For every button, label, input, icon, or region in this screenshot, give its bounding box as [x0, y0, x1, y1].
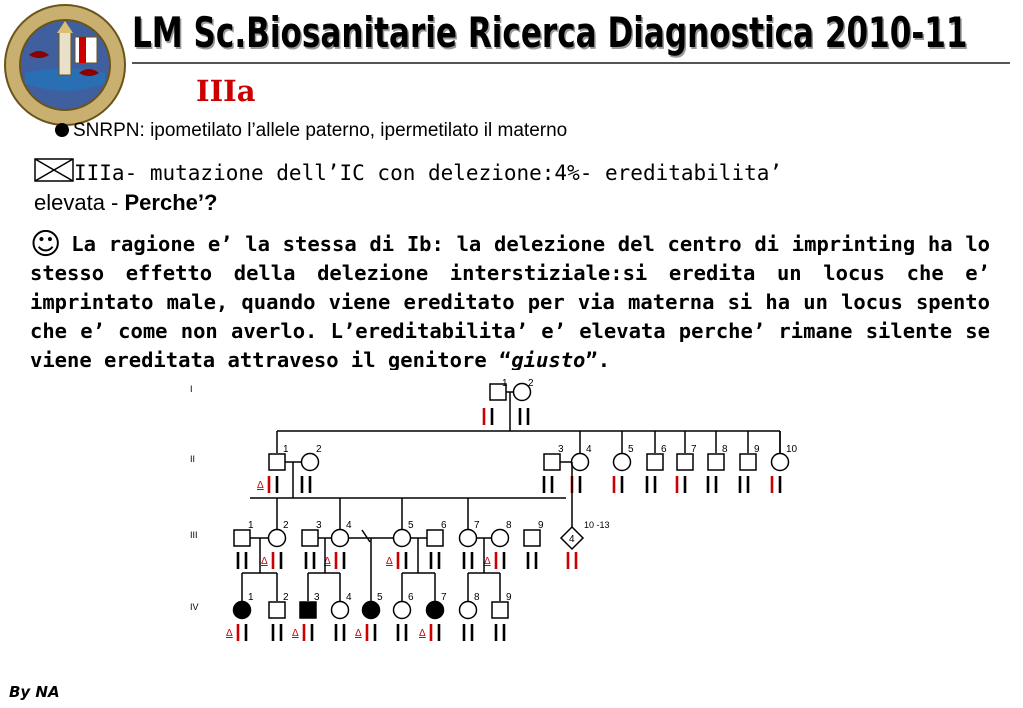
male-symbol-II-1	[269, 454, 285, 470]
individual-number: 9	[506, 592, 512, 603]
individual-number: 9	[754, 444, 760, 455]
female-symbol-IV-5	[363, 602, 380, 619]
individual-number: 4	[346, 592, 352, 603]
individual-number: 4	[586, 444, 592, 455]
individual-number: 2	[528, 378, 534, 389]
explanation-italic: giusto	[511, 348, 586, 370]
female-symbol-III-5	[394, 530, 411, 547]
male-symbol-II-8	[708, 454, 724, 470]
male-symbol-IV-2	[269, 602, 285, 618]
female-symbol-IV-8	[460, 602, 477, 619]
female-symbol-II-2	[302, 454, 319, 471]
individual-number: 3	[314, 592, 320, 603]
individual-number: 7	[691, 444, 697, 455]
bullet-iiia-question: Perche’?	[124, 190, 218, 215]
male-symbol-II-7	[677, 454, 693, 470]
female-symbol-III-2	[269, 530, 286, 547]
bullet-snrpn	[55, 120, 567, 142]
generation-label-I: I	[190, 384, 193, 394]
individual-number: 3	[316, 520, 322, 531]
female-symbol-II-4	[572, 454, 589, 471]
female-symbol-II-10	[772, 454, 789, 471]
individual-number: 10	[786, 444, 798, 455]
female-symbol-IV-7	[427, 602, 444, 619]
generation-label-II: II	[190, 454, 196, 464]
author-credit: By NA	[9, 683, 60, 701]
explanation-end: ”.	[585, 348, 611, 370]
male-symbol-III-3	[302, 530, 318, 546]
male-symbol-IV-9	[492, 602, 508, 618]
male-symbol-II-6	[647, 454, 663, 470]
slide-subtitle: IIIa	[196, 74, 256, 108]
female-symbol-IV-1	[234, 602, 251, 619]
individual-number: 1	[248, 592, 254, 603]
generation-label-IV: IV	[190, 602, 199, 612]
male-symbol-II-3	[544, 454, 560, 470]
deletion-mark: Δ	[324, 556, 331, 567]
smiley-icon: ☺	[30, 230, 62, 262]
individual-number: 1	[502, 378, 508, 389]
explanation-paragraph	[30, 230, 990, 370]
explanation-text: La ragione e’ la stessa di Ib: la delezione del centro di imprinting ha lo stesso effetto della delezione interstiziale:si eredita un locus che e’ imprintato male, quando viene ereditato per via materna si ha un locus spento che e’ come non averlo. L’ereditabilita’ e’ elevata perche’ rimane silente se viene ereditata attraveso il genitore “	[30, 232, 990, 370]
individual-number: 5	[628, 444, 634, 455]
female-symbol-III-8	[492, 530, 509, 547]
individual-number: 1	[283, 444, 289, 455]
deletion-mark: Δ	[484, 556, 491, 567]
deletion-mark: Δ	[226, 628, 233, 639]
bullet-snrpn-text: SNRPN: ipometilato l’allele paterno, ipermetilato il materno	[73, 120, 568, 141]
female-symbol-IV-4	[332, 602, 349, 619]
male-symbol-II-9	[740, 454, 756, 470]
individual-number: 9	[538, 520, 544, 531]
envelope-icon	[34, 158, 74, 182]
individual-number: 8	[506, 520, 512, 531]
deletion-mark: Δ	[261, 556, 268, 567]
bullet-iiia	[34, 158, 794, 218]
individual-number: 4	[346, 520, 352, 531]
individual-number: 3	[558, 444, 564, 455]
deletion-mark: Δ	[386, 556, 393, 567]
male-symbol-III-9	[524, 530, 540, 546]
diamond-count: 4	[569, 534, 575, 545]
individual-number: 2	[283, 592, 289, 603]
female-symbol-III-4	[332, 530, 349, 547]
individual-number: 5	[377, 592, 383, 603]
deletion-mark: Δ	[355, 628, 362, 639]
slide-title: LM Sc.Biosanitarie Ricerca Diagnostica 2010-11	[132, 8, 968, 57]
deletion-mark: Δ	[292, 628, 299, 639]
individual-number: 6	[661, 444, 667, 455]
individual-number: 7	[441, 592, 447, 603]
male-symbol-IV-3	[300, 602, 316, 618]
bullet-dot-icon	[55, 123, 69, 137]
individual-number: 8	[474, 592, 480, 603]
female-symbol-IV-6	[394, 602, 411, 619]
female-symbol-III-7	[460, 530, 477, 547]
individual-number: 7	[474, 520, 480, 531]
university-seal	[3, 3, 127, 127]
pedigree-line	[362, 530, 370, 542]
male-symbol-III-1	[234, 530, 250, 546]
individual-number: 5	[408, 520, 414, 531]
title-underline	[132, 62, 1010, 64]
individual-number: 2	[283, 520, 289, 531]
female-symbol-II-5	[614, 454, 631, 471]
bullet-iiia-text: IIIa- mutazione dell’IC con delezione:4%- ereditabilita’	[74, 161, 783, 185]
male-symbol-III-6	[427, 530, 443, 546]
pedigree-chart	[180, 378, 820, 674]
individual-number: 8	[722, 444, 728, 455]
individual-number: 2	[316, 444, 322, 455]
generation-label-III: III	[190, 530, 198, 540]
deletion-mark: Δ	[419, 628, 426, 639]
individual-number: 6	[441, 520, 447, 531]
deletion-mark: Δ	[257, 480, 264, 491]
diamond-label: 10 -13	[584, 520, 610, 530]
bullet-iiia-text-cont: elevata -	[34, 190, 125, 215]
individual-number: 1	[248, 520, 254, 531]
individual-number: 6	[408, 592, 414, 603]
